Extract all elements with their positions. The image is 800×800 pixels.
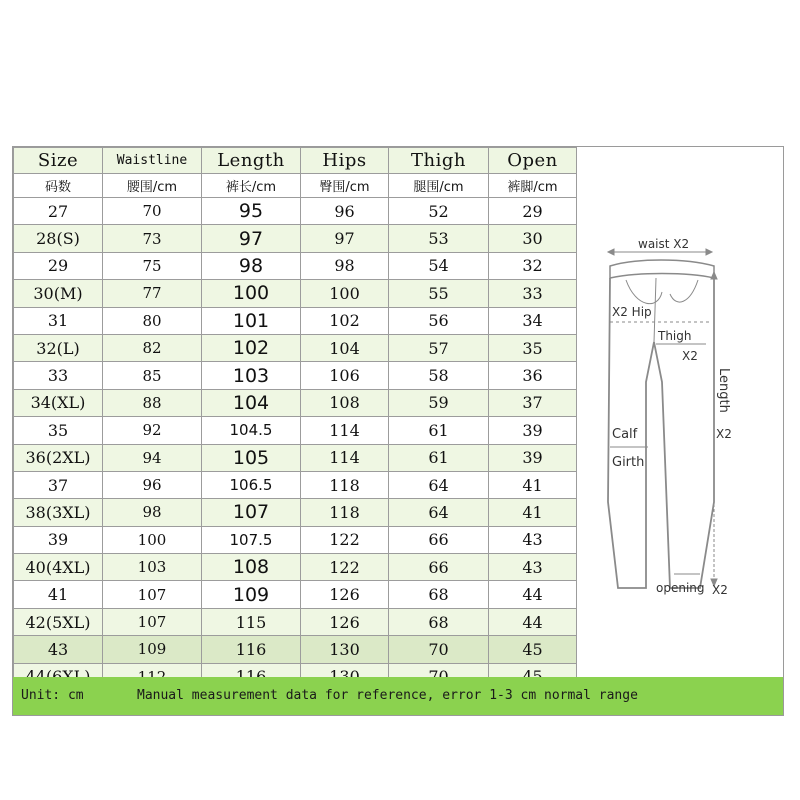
cell-waist: 107 [103,581,202,608]
header-waistline: Waistline [103,148,202,174]
cell-length: 106.5 [202,471,301,498]
header-thigh-cn: 腿围/cm [389,174,489,198]
cell-hips: 98 [301,252,389,279]
cell-hips: 122 [301,526,389,553]
cell-length: 107.5 [202,526,301,553]
cell-waist: 109 [103,636,202,663]
cell-size: 32(L) [14,334,103,361]
header-size: Size [14,148,103,174]
cell-waist: 82 [103,334,202,361]
cell-waist: 103 [103,554,202,581]
header-length: Length [202,148,301,174]
cell-waist: 85 [103,362,202,389]
cell-waist: 88 [103,389,202,416]
header-row-english [14,148,577,174]
cell-size: 34(XL) [14,389,103,416]
waist-arrow-head-right [706,249,712,255]
cell-open: 33 [489,280,577,307]
cell-size: 35 [14,417,103,444]
cell-thigh: 53 [389,225,489,252]
cell-waist: 100 [103,526,202,553]
table-row [14,225,577,252]
cell-thigh: 59 [389,389,489,416]
cell-waist: 70 [103,198,202,225]
cell-size: 37 [14,471,103,498]
cell-open: 44 [489,581,577,608]
waist-arrow-head-left [608,249,614,255]
cell-waist: 73 [103,225,202,252]
cell-size: 40(4XL) [14,554,103,581]
cell-hips: 118 [301,499,389,526]
cell-hips: 114 [301,444,389,471]
cell-size: 42(5XL) [14,608,103,635]
cell-length: 102 [202,334,301,361]
table-row [14,307,577,334]
header-length-cn: 裤长/cm [202,174,301,198]
cell-open: 41 [489,499,577,526]
cell-open: 34 [489,307,577,334]
cell-hips: 126 [301,608,389,635]
pocket-right [670,280,698,302]
size-table-body [14,148,577,691]
header-size-cn: 码数 [14,174,103,198]
cell-length: 95 [202,198,301,225]
table-row [14,389,577,416]
cell-length: 101 [202,307,301,334]
cell-size: 33 [14,362,103,389]
cell-size: 28(S) [14,225,103,252]
table-row [14,608,577,635]
cell-waist: 80 [103,307,202,334]
cell-thigh: 61 [389,417,489,444]
table-row [14,280,577,307]
table-row [14,198,577,225]
pocket-left [626,280,662,304]
cell-length: 108 [202,554,301,581]
cell-length: 105 [202,444,301,471]
cell-length: 98 [202,252,301,279]
footer-note-bar [13,677,783,715]
cell-thigh: 66 [389,554,489,581]
cell-open: 39 [489,444,577,471]
hip-label: X2 Hip [612,305,652,319]
cell-waist: 98 [103,499,202,526]
header-open-cn: 裤脚/cm [489,174,577,198]
cell-thigh: 61 [389,444,489,471]
length-x2-label: X2 [716,427,732,441]
table-row [14,554,577,581]
cell-length: 107 [202,499,301,526]
cell-hips: 104 [301,334,389,361]
table-row [14,499,577,526]
measurement-note: Manual measurement data for reference, error 1-3 cm normal range [137,688,638,703]
cell-size: 41 [14,581,103,608]
cell-hips: 118 [301,471,389,498]
cell-length: 100 [202,280,301,307]
cell-hips: 102 [301,307,389,334]
cell-open: 29 [489,198,577,225]
cell-waist: 92 [103,417,202,444]
header-thigh: Thigh [389,148,489,174]
cell-thigh: 58 [389,362,489,389]
table-row [14,444,577,471]
cell-waist: 77 [103,280,202,307]
table-row [14,362,577,389]
cell-thigh: 68 [389,608,489,635]
unit-label: Unit: cm [21,688,84,703]
cell-open: 36 [489,362,577,389]
cell-waist: 94 [103,444,202,471]
header-open: Open [489,148,577,174]
cell-hips: 106 [301,362,389,389]
cell-length: 104.5 [202,417,301,444]
cell-waist: 75 [103,252,202,279]
cell-length: 115 [202,608,301,635]
cell-hips: 96 [301,198,389,225]
cell-hips: 130 [301,636,389,663]
cell-thigh: 64 [389,471,489,498]
cell-open: 44 [489,608,577,635]
cell-waist: 107 [103,608,202,635]
header-row-chinese [14,174,577,198]
waist-label: waist X2 [638,237,690,251]
cell-hips: 100 [301,280,389,307]
header-hips-cn: 臀围/cm [301,174,389,198]
cell-size: 36(2XL) [14,444,103,471]
cell-size: 29 [14,252,103,279]
cell-thigh: 66 [389,526,489,553]
cell-thigh: 54 [389,252,489,279]
girth-label: Girth [612,455,645,470]
cell-thigh: 70 [389,636,489,663]
cell-size: 43 [14,636,103,663]
length-arrow-head-top [711,272,717,279]
cell-length: 104 [202,389,301,416]
cell-waist: 96 [103,471,202,498]
cell-hips: 97 [301,225,389,252]
cell-length: 109 [202,581,301,608]
opening-x2-label: X2 [712,583,728,597]
cell-open: 30 [489,225,577,252]
pants-measurement-diagram [596,232,746,612]
cell-open: 43 [489,554,577,581]
cell-open: 32 [489,252,577,279]
cell-thigh: 68 [389,581,489,608]
header-waist-cn: 腰围/cm [103,174,202,198]
cell-thigh: 55 [389,280,489,307]
cell-size: 39 [14,526,103,553]
cell-length: 103 [202,362,301,389]
opening-label: opening [656,581,705,595]
cell-open: 35 [489,334,577,361]
cell-hips: 126 [301,581,389,608]
calf-label: Calf [612,427,638,442]
cell-length: 116 [202,636,301,663]
cell-size: 38(3XL) [14,499,103,526]
cell-size: 30(M) [14,280,103,307]
length-label: Length [716,368,731,413]
table-row [14,417,577,444]
size-table [13,147,577,691]
table-row [14,636,577,663]
cell-thigh: 64 [389,499,489,526]
cell-size: 31 [14,307,103,334]
cell-open: 41 [489,471,577,498]
table-row [14,526,577,553]
header-hips: Hips [301,148,389,174]
table-row [14,334,577,361]
cell-thigh: 56 [389,307,489,334]
table-row [14,252,577,279]
fly-seam [654,278,656,342]
thigh-label: Thigh [658,329,692,343]
cell-open: 39 [489,417,577,444]
cell-size: 27 [14,198,103,225]
cell-open: 45 [489,636,577,663]
cell-hips: 122 [301,554,389,581]
cell-open: 37 [489,389,577,416]
cell-open: 43 [489,526,577,553]
table-row [14,471,577,498]
cell-length: 97 [202,225,301,252]
thigh-x2-label: X2 [682,349,698,363]
cell-thigh: 57 [389,334,489,361]
cell-thigh: 52 [389,198,489,225]
cell-hips: 108 [301,389,389,416]
cell-hips: 114 [301,417,389,444]
pants-waistband [610,260,714,278]
table-row [14,581,577,608]
